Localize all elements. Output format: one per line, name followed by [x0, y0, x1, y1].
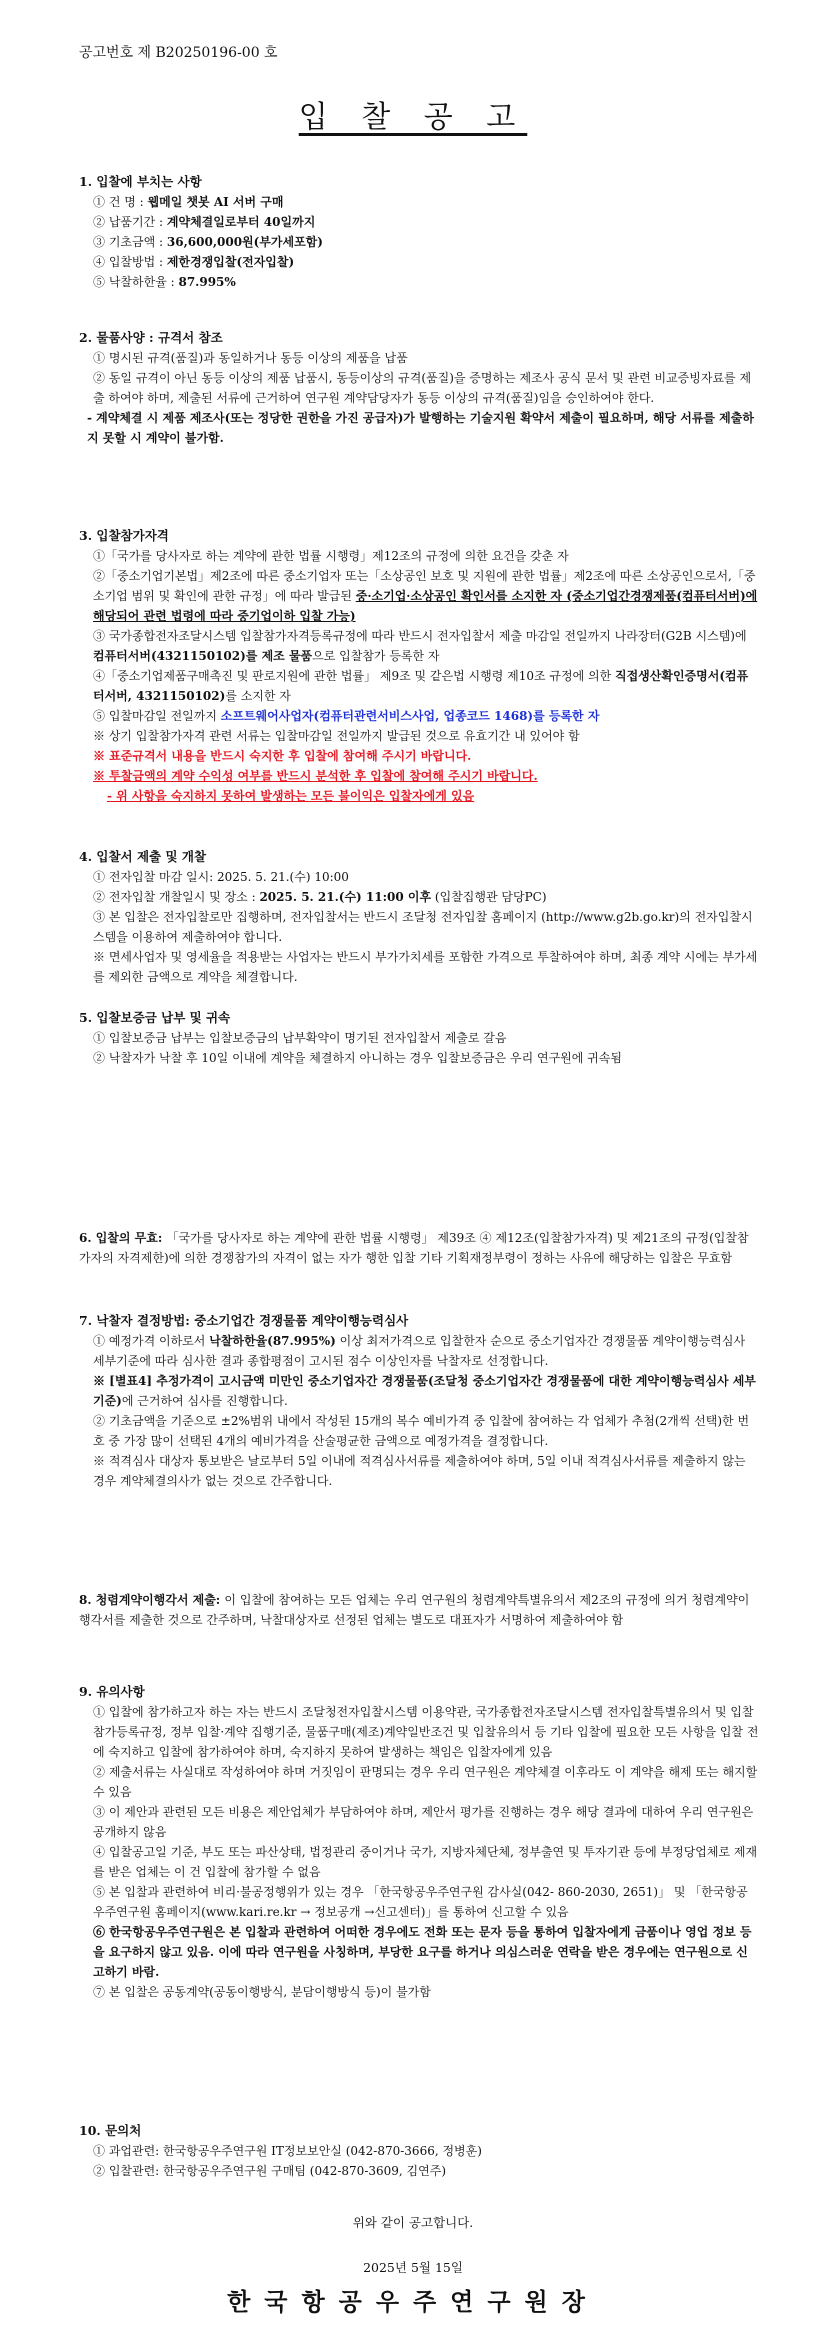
warning-red: - 위 사항을 숙지하지 못하여 발생하는 모든 불이익은 입찰자에게 있음 [107, 789, 475, 803]
section-heading: 5. 입찰보증금 납부 및 귀속 [79, 1010, 231, 1025]
contact-item: ① 과업관련: 한국항공우주연구원 IT정보보안실 (042-870-3666, 정병훈) [93, 2144, 482, 2158]
item-number: ⑤ [93, 275, 106, 289]
section-contact [79, 2121, 759, 2181]
submission-item: ② 전자입찰 개찰일시 및 장소 : 2025. 5. 21.(수) 11:00 이후 (입찰집행관 담당PC) [93, 890, 547, 904]
section-heading: 1. 입찰에 부치는 사항 [79, 174, 202, 189]
item-label: 기초금액 : [108, 235, 167, 249]
warning-red: ※ 투찰금액의 계약 수익성 여부를 반드시 분석한 후 입찰에 참여해 주시기 바랍니다. [93, 769, 538, 783]
item-number: ② [93, 215, 106, 229]
deposit-item: ① 입찰보증금 납부는 입찰보증금의 납부확약이 명기된 전자입찰서 제출로 갈음 [93, 1031, 507, 1045]
submission-item: ③ 본 입찰은 전자입찰로만 집행하며, 전자입찰서는 반드시 조달청 전자입찰 홈페이지 (http://www.g2b.go.kr)의 전자입찰시스템을 이용하여 제출하여야 합니다. [93, 910, 753, 944]
note-item: ⑤ 본 입찰과 관련하여 비리·불공정행위가 있는 경우 「한국항공우주연구원 감사실(042- 860-2030, 2651)」 및 「한국항공우주연구원 홈페이지(www.kari.re.kr → 정보공개 →신고센터)」를 통하여 신고할 수 있음 [93, 1885, 748, 1919]
integrity-text: 이 입찰에 참여하는 모든 업체는 우리 연구원의 청렴계약특별유의서 제2조의 규정에 의거 청렴계약이행각서를 제출한 것으로 간주하며, 낙찰대상자로 선정된 업체는 별도로 대표자가 서명하여 제출하여야 함 [79, 1593, 750, 1627]
section-heading: 4. 입찰서 제출 및 개찰 [79, 849, 207, 864]
note-item: ① 입찰에 참가하고자 하는 자는 반드시 조달청전자입찰시스템 이용약관, 국가종합전자조달시스템 전자입찰특별유의서 및 입찰참가등록규정, 정부 입찰·계약 집행기준, 물품구매(제조)계약일반조건 및 입찰유의서 등 기타 입찰에 필요한 모든 사항을 입찰 전에 숙지하고 입찰에 참가하여야 하며, 숙지하지 못하여 발생하는 책임은 입찰자에게 있음 [93, 1705, 759, 1759]
section-heading: 3. 입찰참가자격 [79, 528, 169, 543]
spec-item: ② 동일 규격이 아닌 동등 이상의 제품 납품시, 동등이상의 규격(품질)을 증명하는 제조사 공식 문서 및 관련 비교증빙자료를 제출 하여야 하며, 제출된 서류에 근거하여 연구원 계약담당자가 동등 이상의 규격(품질)임을 승인하여야 한다. [93, 371, 752, 405]
qual-item: ②「중소기업기본법」제2조에 따른 중소기업자 또는「소상공인 보호 및 지원에 관한 법률」제2조에 따른 소상공인으로서,「중소기업 범위 및 확인에 관한 규정」에 따라 발급된 중·소기업·소상공인 확인서를 소지한 자 (중소기업간경쟁제품(컴퓨터서버)에 해당되어 관련 법령에 따라 중기업이하 입찰 가능) [93, 569, 758, 623]
bid-item [79, 252, 759, 272]
award-note: ※ 적격심사 대상자 통보받은 날로부터 5일 이내에 적격심사서류를 제출하여야 하며, 5일 이내 적격심사서류를 제출하지 않는 경우 계약체결의사가 없는 것으로 간주합니다. [93, 1454, 746, 1488]
invalidity-text: 「국가를 당사자로 하는 계약에 관한 법률 시행령」 제39조 ④ 제12조(입찰참가자격) 및 제21조의 규정(입찰참가자의 자격제한)에 의한 경쟁참가의 자격이 없는 자가 행한 입찰 기타 기획재정부령이 정하는 사유에 해당하는 입찰은 무효함 [79, 1231, 749, 1265]
note-item: ⑦ 본 입찰은 공동계약(공동이행방식, 분담이행방식 등)이 불가함 [93, 1985, 431, 1999]
bid-item [79, 212, 759, 232]
note-item: ③ 이 제안과 관련된 모든 비용은 제안업체가 부담하여야 하며, 제안서 평가를 진행하는 경우 해당 결과에 대하여 우리 연구원은 공개하지 않음 [93, 1805, 754, 1839]
spec-warning: - 계약체결 시 제품 제조사(또는 정당한 권한을 가진 공급자)가 발행하는 기술지원 확약서 제출이 필요하며, 해당 서류를 제출하지 못할 시 계약이 불가함. [87, 411, 754, 445]
award-item: ② 기초금액을 기준으로 ±2%범위 내에서 작성된 15개의 복수 예비가격 중 입찰에 참여하는 각 업체가 추첨(2개씩 선택)한 번호 중 가장 많이 선택된 4개의 예비가격을 산술평균한 금액으로 예정가격을 결정합니다. [93, 1414, 750, 1448]
item-number: ④ [93, 255, 106, 269]
item-label: 낙찰하한율 : [108, 275, 179, 289]
note-item: ④ 입찰공고일 기준, 부도 또는 파산상태, 법정관리 중이거나 국가, 지방자체단체, 정부출연 및 투자기관 등에 부정당업체로 제재를 받은 업체는 이 건 입찰에 참가할 수 없음 [93, 1845, 758, 1879]
section-submission [79, 847, 759, 987]
item-label: 건 명 : [108, 195, 148, 209]
item-value: 제한경쟁입찰(전자입찰) [166, 255, 295, 269]
item-label: 납품기간 : [108, 215, 167, 229]
contact-item: ② 입찰관련: 한국항공우주연구원 구매팀 (042-870-3609, 김연주) [93, 2164, 446, 2178]
qual-item: ③ 국가종합전자조달시스템 입찰참가자격등록규정에 따라 반드시 전자입찰서 제출 마감일 전일까지 나라장터(G2B 시스템)에 컴퓨터서버(4321150102)를 제조 물품으로 입찰참가 등록한 자 [93, 629, 747, 663]
note-item: ② 제출서류는 사실대로 작성하여야 하며 거짓임이 판명되는 경우 우리 연구원은 계약체결 이후라도 이 계약을 해제 또는 해지할 수 있음 [93, 1765, 758, 1799]
qual-item: ①「국가를 당사자로 하는 계약에 관한 법률 시행령」제12조의 규정에 의한 요건을 갖춘 자 [93, 549, 569, 563]
item-number: ① [93, 195, 106, 209]
deposit-item: ② 낙찰자가 낙찰 후 10일 이내에 계약을 체결하지 아니하는 경우 입찰보증금은 우리 연구원에 귀속됨 [93, 1051, 622, 1065]
section-notes [79, 1682, 759, 2002]
section-deposit [79, 1008, 759, 1068]
award-item: ① 예정가격 이하로서 낙찰하한율(87.995%) 이상 최저가격으로 입찰한자 순으로 중소기업자간 경쟁물품 계약이행능력심사 세부기준에 따라 심사한 결과 종합평점이 고시된 점수 이상인자를 낙찰자로 선정합니다. [93, 1334, 746, 1368]
item-value: 87.995% [178, 275, 236, 289]
award-note: ※ [별표4] 추정가격이 고시금액 미만인 중소기업자간 경쟁물품(조달청 중소기업자간 경쟁물품에 대한 계약이행능력심사 세부기준)에 근거하여 심사를 진행합니다. [93, 1374, 756, 1408]
section-bid-items [79, 172, 759, 292]
notice-number: 공고번호 제 B20250196-00 호 [79, 45, 278, 61]
section-award [79, 1311, 759, 1491]
section-heading: 7. 낙찰자 결정방법: 중소기업간 경쟁물품 계약이행능력심사 [79, 1313, 409, 1328]
section-integrity [79, 1590, 759, 1630]
issuer-name: 한국항공우주연구원장 [227, 2287, 599, 2316]
section-heading: 6. 입찰의 무효: [79, 1231, 167, 1245]
bid-item [79, 232, 759, 252]
item-value: 계약체결일로부터 40일까지 [166, 215, 316, 229]
section-qualifications [79, 526, 759, 806]
item-number: ③ [93, 235, 106, 249]
item-label: 입찰방법 : [108, 255, 167, 269]
section-heading: 9. 유의사항 [79, 1684, 145, 1699]
qual-item: ④「중소기업제품구매촉진 및 판로지원에 관한 법률」 제9조 및 같은법 시행령 제10조 규정에 의한 직접생산확인증명서(컴퓨터서버, 4321150102)를 소지한 자 [93, 669, 749, 703]
bid-items-list [79, 192, 759, 292]
item-value: 웹메일 챗봇 AI 서버 구매 [147, 195, 284, 209]
title-text: 입 찰 공 고 [298, 100, 528, 135]
closing-text: 위와 같이 공고합니다. [352, 2215, 474, 2230]
bid-item [79, 192, 759, 212]
warning-red: ※ 표준규격서 내용을 반드시 숙지한 후 입찰에 참여해 주시기 바랍니다. [93, 749, 472, 763]
section-specs [79, 328, 759, 448]
qual-item: ⑤ 입찰마감일 전일까지 소프트웨어사업자(컴퓨터관련서비스사업, 업종코드 1468)를 등록한 자 [93, 709, 600, 723]
submission-item: ① 전자입찰 마감 일시: 2025. 5. 21.(수) 10:00 [93, 870, 349, 884]
qual-note: ※ 상기 입찰참가자격 관련 서류는 입찰마감일 전일까지 발급된 것으로 유효기간 내 있어야 함 [93, 729, 580, 743]
page-title [0, 92, 826, 136]
item-value: 36,600,000원(부가세포함) [166, 235, 323, 249]
bid-item [79, 272, 759, 292]
spec-item: ① 명시된 규격(품질)과 동일하거나 동등 이상의 제품을 납품 [93, 351, 408, 365]
section-invalidity [79, 1228, 759, 1268]
note-item: ⑥ 한국항공우주연구원은 본 입찰과 관련하여 어떠한 경우에도 전화 또는 문자 등을 통하여 입찰자에게 금품이나 영업 정보 등을 요구하지 않고 있음. 이에 따라 연구원을 사칭하며, 부당한 요구를 하거나 의심스러운 연락을 받은 경우에는 연구원으로 신고하기 바람. [93, 1925, 752, 1979]
section-heading: 10. 문의처 [79, 2123, 142, 2138]
section-heading: 8. 청렴계약이행각서 제출: [79, 1593, 225, 1607]
submission-note: ※ 면세사업자 및 영세율을 적용받는 사업자는 반드시 부가가치세를 포함한 가격으로 투찰하여야 하며, 최종 계약 시에는 부가세를 제외한 금액으로 계약을 체결합니다. [93, 950, 758, 984]
notice-date: 2025년 5월 15일 [363, 2260, 463, 2275]
section-heading: 2. 물품사양 : 규격서 참조 [79, 330, 223, 345]
